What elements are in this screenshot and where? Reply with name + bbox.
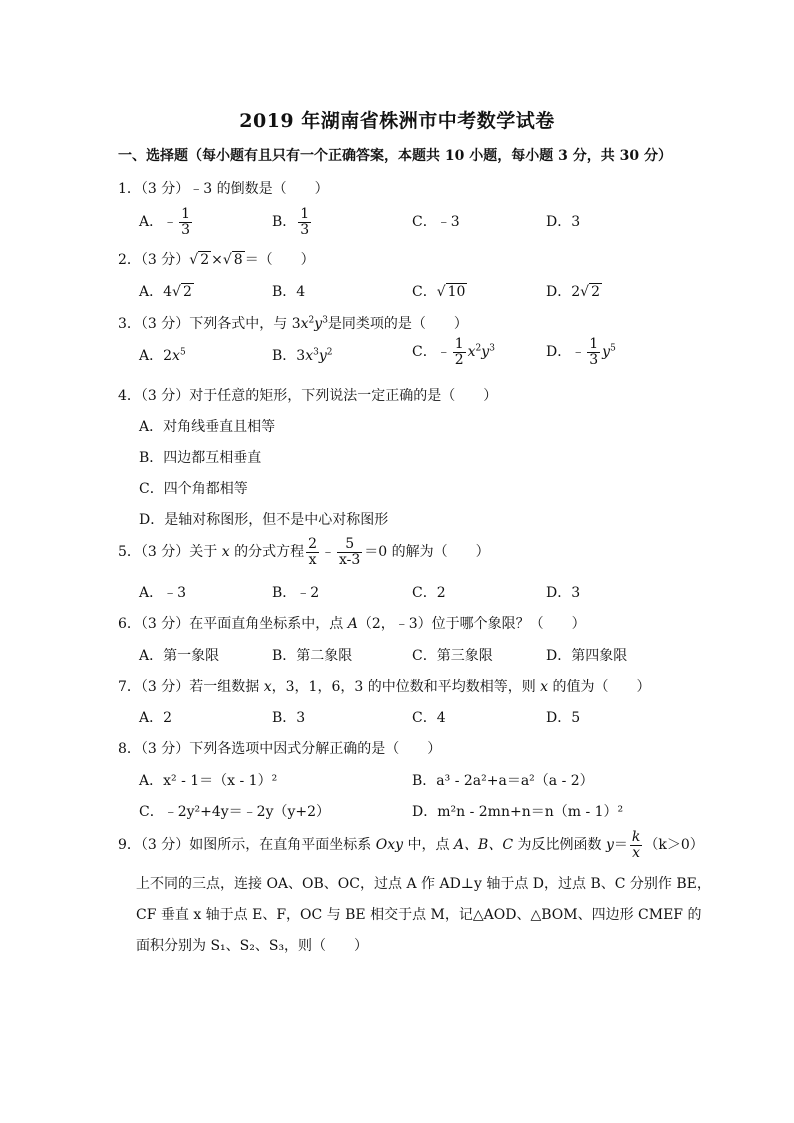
question-2-option-d — [546, 281, 602, 301]
question-8-option-d: D．m²n - 2mn+n＝n（m - 1）² — [412, 804, 624, 820]
stem-text: 中，点 — [403, 837, 454, 854]
variable: x — [540, 679, 549, 695]
exponent: 3 — [489, 343, 495, 354]
stem-text: 6．（3 分）在平面直角坐标系中，点 — [118, 616, 348, 632]
times-sign: × — [211, 252, 223, 268]
question-1-option-b — [272, 207, 313, 237]
variable: y — [481, 344, 490, 361]
variable: x — [305, 348, 314, 364]
question-9-stem-line-4: 面积分别为 S₁、S₂、S₃，则（ ） — [136, 938, 369, 954]
question-4-option-a: A．对角线垂直且相等 — [139, 419, 276, 435]
exponent: 3 — [313, 347, 319, 358]
question-6-option-c: C．第三象限 — [412, 648, 493, 664]
denominator: x-3 — [339, 551, 361, 568]
sqrt: √ 2 — [580, 284, 600, 300]
point-labels: A、B、C — [453, 837, 514, 854]
stem-text: 7．（3 分）若一组数据 — [118, 679, 264, 695]
variable: x — [221, 544, 230, 561]
radicand: 2 — [182, 284, 192, 300]
question-9-stem-line-1 — [118, 830, 704, 860]
question-5-option-d: D．3 — [546, 585, 581, 601]
option-label: D．2 — [546, 284, 581, 300]
section-heading: 一、选择题（每小题有且只有一个正确答案，本题共 10 小题，每小题 3 分，共 30 分） — [118, 148, 672, 164]
condition: （k＞0） — [644, 837, 704, 854]
question-7-option-b: B．3 — [272, 710, 306, 726]
fraction — [630, 830, 642, 860]
numerator: 2 — [308, 536, 317, 552]
denominator: 3 — [589, 351, 599, 368]
question-4-option-b: B．四边都互相垂直 — [139, 450, 262, 466]
question-8-stem: 8．（3 分）下列各选项中因式分解正确的是（ ） — [118, 741, 442, 757]
question-3-option-c — [412, 337, 495, 367]
question-8-option-b: B．a³ - 2a²+a＝a²（a - 2） — [412, 773, 594, 789]
stem-text: 5．（3 分）关于 — [118, 544, 222, 561]
option-label: B． — [272, 214, 297, 231]
fraction — [298, 207, 311, 237]
radicand: 10 — [447, 284, 466, 300]
question-1-option-c: C．﹣3 — [412, 214, 460, 230]
variable: x — [300, 316, 309, 332]
exponent: 2 — [326, 347, 333, 358]
exponent: 5 — [610, 343, 616, 354]
exponent: 5 — [179, 347, 186, 358]
stem-text: ，3，1，6，3 的中位数和平均数相等，则 — [271, 679, 541, 695]
option-label: A．﹣ — [139, 214, 178, 231]
sqrt: √ 2 — [172, 284, 192, 300]
option-label: C．﹣ — [412, 344, 451, 361]
numerator: k — [631, 829, 641, 845]
coordinate-system: Oxy — [375, 837, 404, 854]
question-4-stem: 4．（3 分）对于任意的矩形，下列说法一定正确的是（ ） — [118, 388, 498, 404]
variable: y — [605, 837, 614, 854]
question-2-option-a — [139, 281, 194, 301]
stem-text: ＝（ ） — [244, 252, 315, 268]
stem-text: 3．（3 分）下列各式中，与 3 — [118, 316, 301, 332]
denominator: x — [308, 551, 317, 568]
question-6-option-b: B．第二象限 — [272, 648, 353, 664]
stem-text: ＝0 的解为（ ） — [364, 544, 490, 561]
point-label: A — [347, 616, 358, 632]
option-label: B．3 — [272, 348, 306, 364]
question-6-option-d: D．第四象限 — [546, 648, 628, 664]
question-5-option-a: A．﹣3 — [139, 585, 187, 601]
fraction — [453, 337, 466, 367]
question-2-option-b: B．4 — [272, 284, 306, 300]
question-5-stem — [118, 537, 490, 567]
question-6-option-a: A．第一象限 — [139, 648, 220, 664]
stem-text: 9．（3 分）如图所示，在直角平面坐标系 — [118, 837, 376, 854]
fraction — [337, 537, 362, 567]
option-label: A．4 — [139, 284, 173, 300]
page-title: 2019 年湖南省株洲市中考数学试卷 — [239, 110, 555, 132]
question-7-option-d: D．5 — [546, 710, 581, 726]
stem-text: 的值为（ ） — [548, 679, 651, 695]
variable: y — [602, 344, 611, 361]
question-9-stem-line-3: CF 垂直 x 轴于点 E、F，OC 与 BE 相交于点 M，记△AOD、△BOM、四边形 CMEF 的 — [136, 907, 702, 923]
stem-text: （2，﹣3）位于哪个象限？（ ） — [357, 616, 586, 632]
option-label: A．2 — [139, 348, 173, 364]
radicand: 8 — [233, 252, 243, 268]
sqrt: √ 10 — [436, 284, 466, 300]
variable: y — [318, 348, 327, 364]
variable: x — [172, 348, 180, 364]
fraction — [587, 337, 600, 367]
option-label: C． — [412, 284, 437, 300]
sqrt: √ 2 — [189, 252, 210, 268]
question-3-option-a — [139, 345, 186, 365]
question-3-stem — [118, 313, 468, 333]
numerator: 1 — [181, 206, 191, 222]
minus-sign: ﹣ — [321, 544, 335, 561]
question-7-option-a: A．2 — [139, 710, 173, 726]
question-2-option-c — [412, 281, 467, 301]
denominator: 2 — [454, 351, 464, 368]
question-3-option-b — [272, 345, 333, 365]
numerator: 1 — [300, 206, 310, 222]
fraction — [179, 207, 192, 237]
question-7-stem — [118, 676, 651, 696]
question-1-option-d: D．3 — [546, 214, 581, 230]
radicand: 2 — [591, 284, 600, 300]
question-7-option-c: C．4 — [412, 710, 446, 726]
question-2-stem — [118, 249, 315, 269]
denominator: 3 — [300, 221, 310, 238]
equals-sign: ＝ — [613, 837, 628, 854]
question-4-option-d: D．是轴对称图形，但不是中心对称图形 — [139, 512, 389, 528]
numerator: 1 — [589, 336, 599, 352]
sqrt: √ 8 — [222, 252, 243, 268]
fraction — [306, 537, 319, 567]
denominator: x — [632, 844, 641, 861]
question-3-option-d — [546, 337, 616, 367]
stem-text: 的分式方程 — [229, 544, 305, 561]
question-6-stem — [118, 613, 586, 633]
question-4-option-c: C．四个角都相等 — [139, 481, 248, 497]
exponent: 2 — [475, 343, 482, 354]
variable: x — [467, 344, 476, 361]
variable: x — [263, 679, 272, 695]
option-label: D．﹣ — [546, 344, 586, 361]
question-8-option-c: C．﹣2y²+4y＝﹣2y（y+2） — [139, 804, 331, 820]
radicand: 2 — [200, 252, 210, 268]
stem-text: 是同类项的是（ ） — [327, 316, 468, 332]
denominator: 3 — [181, 221, 191, 238]
question-5-option-b: B．﹣2 — [272, 585, 320, 601]
question-9-stem-line-2: 上不同的三点，连接 OA、OB、OC，过点 A 作 AD⊥y 轴于点 D，过点 B、C 分别作 BE， — [136, 876, 711, 892]
exponent: 3 — [322, 315, 328, 326]
stem-text: 2．（3 分） — [118, 252, 190, 268]
numerator: 5 — [337, 537, 362, 553]
numerator: 1 — [454, 336, 464, 352]
question-8-option-a: A．x² - 1＝（x - 1）² — [139, 773, 278, 789]
stem-text: 为反比例函数 — [513, 837, 606, 854]
exponent: 2 — [308, 315, 315, 326]
variable: y — [314, 316, 323, 332]
question-5-option-c: C．2 — [412, 585, 446, 601]
question-1-option-a — [139, 207, 194, 237]
question-1-stem: 1．（3 分）﹣3 的倒数是（ ） — [118, 181, 329, 197]
